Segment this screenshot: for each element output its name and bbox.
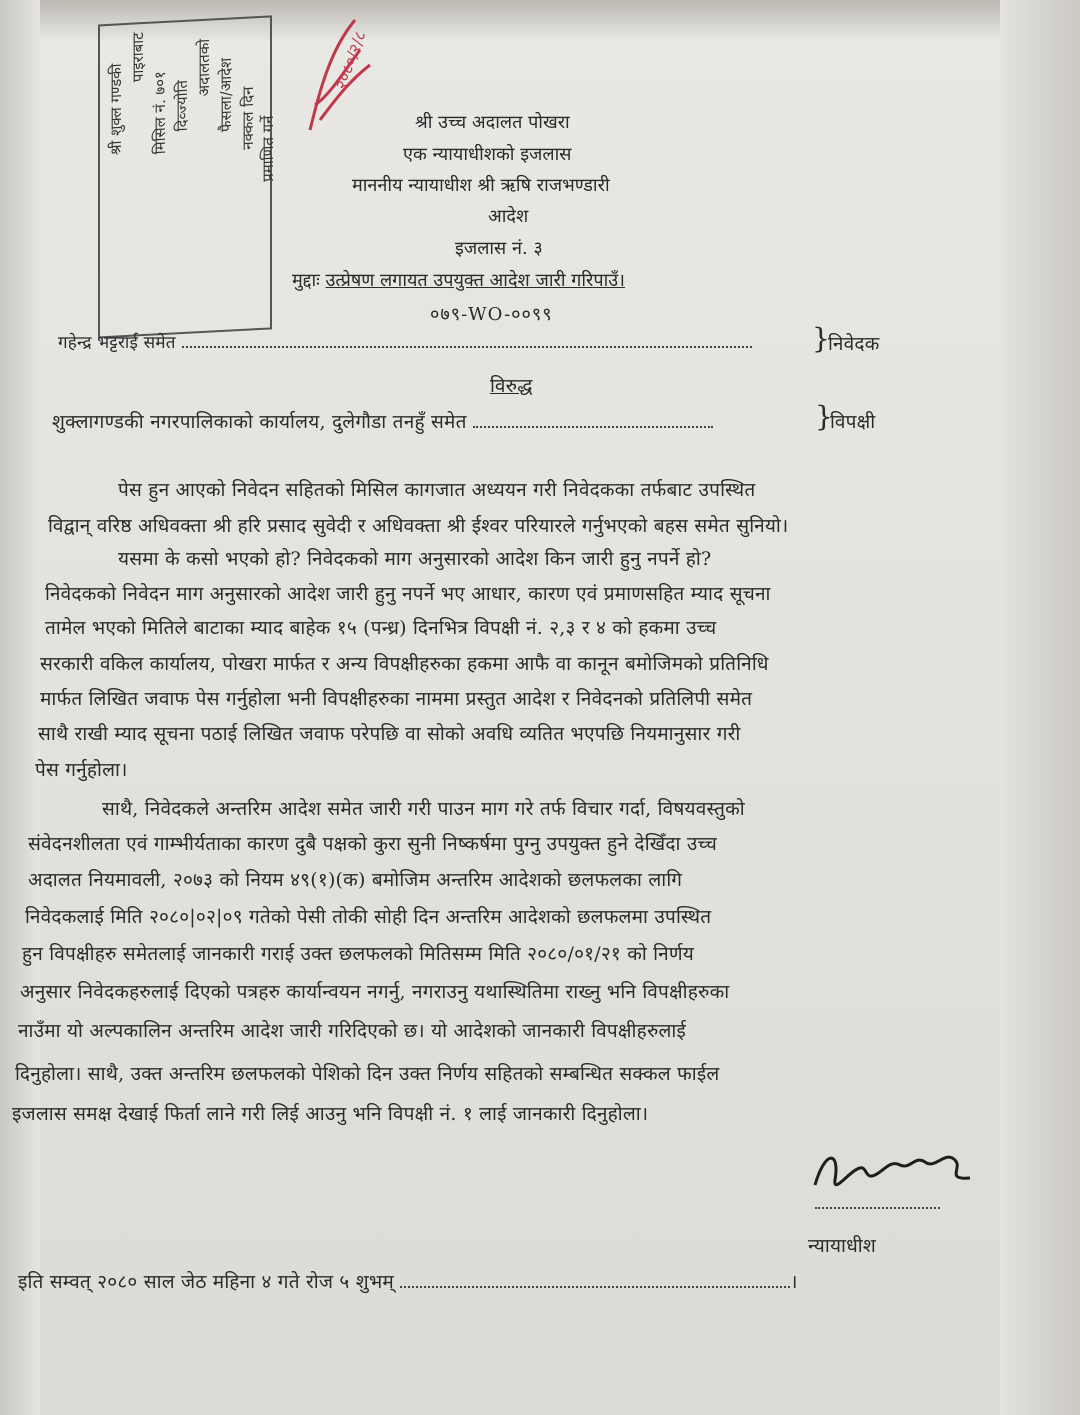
red-date-text: २०८०/२/८: [331, 28, 370, 92]
certification-stamp: [78, 0, 288, 346]
signature-icon: [805, 1140, 975, 1200]
body-line: साथै, निवेदकले अन्तरिम आदेश समेत जारी गरी पाउन माग गरे तर्फ विचार गर्दा, विषयवस्तुको: [102, 798, 745, 820]
body-line: अनुसार निवेदकहरुलाई दिएको पत्रहरु कार्यान्वयन नगर्नु, नगराउनु यथास्थितिमा राख्नु भनि विपक्षीहरुका: [20, 981, 730, 1003]
respondent-role: विपक्षी: [830, 411, 876, 433]
dotted-leader: [815, 1207, 940, 1209]
judge-name: माननीय न्यायाधीश श्री ऋषि राजभण्डारी: [352, 175, 610, 196]
stamp-line: मिसिल नं. ७०१: [151, 70, 169, 155]
case-subject-label: मुद्दाः: [292, 270, 320, 291]
stamp-line: पाइराबाट: [129, 31, 147, 83]
body-line: हुन विपक्षीहरु समेतलाई जानकारी गराई उक्त छलफलको मितिसम्म मिति २०८०/०१/२१ को निर्णय: [22, 943, 695, 965]
stamp-line: श्री शुक्ल गण्डकी: [107, 63, 125, 156]
body-line: निवेदकलाई मिति २०८०|०२|०९ गतेको पेसी तोकी सोही दिन अन्तरिम आदेशको छलफलमा उपस्थित: [25, 906, 712, 928]
judge-signature: [805, 1140, 975, 1200]
dotted-leader: [473, 426, 713, 428]
stamp-line: दिव्ज्योति: [173, 79, 191, 132]
body-line: साथै राखी म्याद सूचना पठाई लिखित जवाफ परेपछि वा सोको अवधि व्यतित भएपछि नियमानुसार गरी: [38, 723, 741, 745]
body-line: पेस हुन आएको निवेदन सहितको मिसिल कागजात अध्ययन गरी निवेदकका तर्फबाट उपस्थित: [118, 479, 756, 501]
body-line: सरकारी वकिल कार्यालय, पोखरा मार्फत र अन्य विपक्षीहरुका हकमा आफै वा कानून बमोजिमको प्रतिनिधि: [40, 653, 769, 675]
versus-heading: विरुद्ध: [490, 375, 533, 397]
signature-dotted-line: [815, 1192, 940, 1214]
body-line: विद्वान् वरिष्ठ अधिवक्ता श्री हरि प्रसाद सुवेदी र अधिवक्ता श्री ईश्वर परियारले गर्नुभएको बहस समेत सुनियो।: [48, 515, 789, 537]
body-line: यसमा के कसो भएको हो? निवेदकको माग अनुसारको आदेश किन जारी हुनु नपर्ने हो?: [118, 548, 712, 570]
body-line: इजलास समक्ष देखाई फिर्ता लाने गरी लिई आउनु भनि विपक्षी नं. १ लाई जानकारी दिनुहोला।: [12, 1103, 649, 1125]
body-line: संवेदनशीलता एवं गाम्भीर्यताका कारण दुबै पक्षको कुरा सुनी निष्कर्षमा पुग्नु उपयुक्त हुने देखिँदा उच्च: [28, 833, 718, 855]
body-line: नाउँमा यो अल्पकालिन अन्तरिम आदेश जारी गरिदिएको छ। यो आदेशको जानकारी विपक्षीहरुलाई: [18, 1020, 687, 1042]
petitioner-name: गहेन्द्र भट्टराई समेत: [58, 333, 176, 353]
paper-shadow-right: [1000, 0, 1080, 1415]
brace: }: [815, 400, 833, 433]
case-number: ०७९-WO-००९९: [430, 304, 553, 325]
courtroom-number: इजलास नं. ३: [455, 238, 543, 259]
stamp-line: नक्कल दिन: [239, 86, 257, 151]
case-subject: [292, 268, 625, 292]
body-line: अदालत नियमावली, २०७३ को नियम ४९(१)(क) बमोजिम अन्तरिम आदेशको छलफलका लागि: [28, 869, 683, 891]
petitioner-row: [58, 330, 752, 353]
body-line: मार्फत लिखित जवाफ पेस गर्नुहोला भनी विपक्षीहरुका नाममा प्रस्तुत आदेश र निवेदनको प्रतिलिपी समेत: [40, 688, 753, 710]
date-line: [18, 1268, 798, 1294]
full-stop: ।: [790, 1271, 798, 1293]
body-line: दिनुहोला। साथै, उक्त अन्तरिम छलफलको पेशिको दिन उक्त निर्णय सहितको सम्बन्धित सक्कल फाईल: [15, 1063, 720, 1085]
red-handwritten-mark: [300, 10, 390, 150]
respondent-row: [52, 408, 713, 434]
respondent-name: शुक्लागण्डकी नगरपालिकाको कार्यालय, दुलेगौडा तनहुँ समेत: [52, 411, 467, 433]
brace: }: [812, 322, 830, 355]
body-line: पेस गर्नुहोला।: [35, 759, 128, 781]
date-text: इति सम्वत् २०८० साल जेठ महिना ४ गते रोज ५ शुभम्: [18, 1271, 394, 1293]
dotted-leader: [182, 346, 752, 348]
case-subject-text: उत्प्रेषण लगायत उपयुक्त आदेश जारी गरिपाउँ।: [325, 270, 625, 291]
signatory-role: न्यायाधीश: [808, 1235, 877, 1257]
stamp-line: अदालतको: [195, 38, 213, 97]
stamp-line: प्रमाणित गर्ने: [259, 115, 277, 183]
paper-shadow-left: [0, 0, 40, 1415]
body-line: निवेदकको निवेदन माग अनुसारको आदेश जारी हुनु नपर्ने भए आधार, कारण एवं प्रमाणसहित म्याद सूचना: [45, 583, 771, 605]
stamp-line: फैसला/आदेश: [217, 57, 235, 133]
dotted-leader: [400, 1286, 790, 1288]
petitioner-role: निवेदक: [828, 333, 880, 355]
body-line: तामेल भएको मितिले बाटाका म्याद बाहेक १५ (पन्ध्र) दिनभित्र विपक्षी नं. २,३ र ४ को हकमा उच्च: [45, 617, 717, 639]
order-heading: आदेश: [488, 206, 529, 227]
court-name: श्री उच्च अदालत पोखरा: [415, 112, 570, 133]
bench-title: एक न्यायाधीशको इजलास: [403, 144, 572, 165]
